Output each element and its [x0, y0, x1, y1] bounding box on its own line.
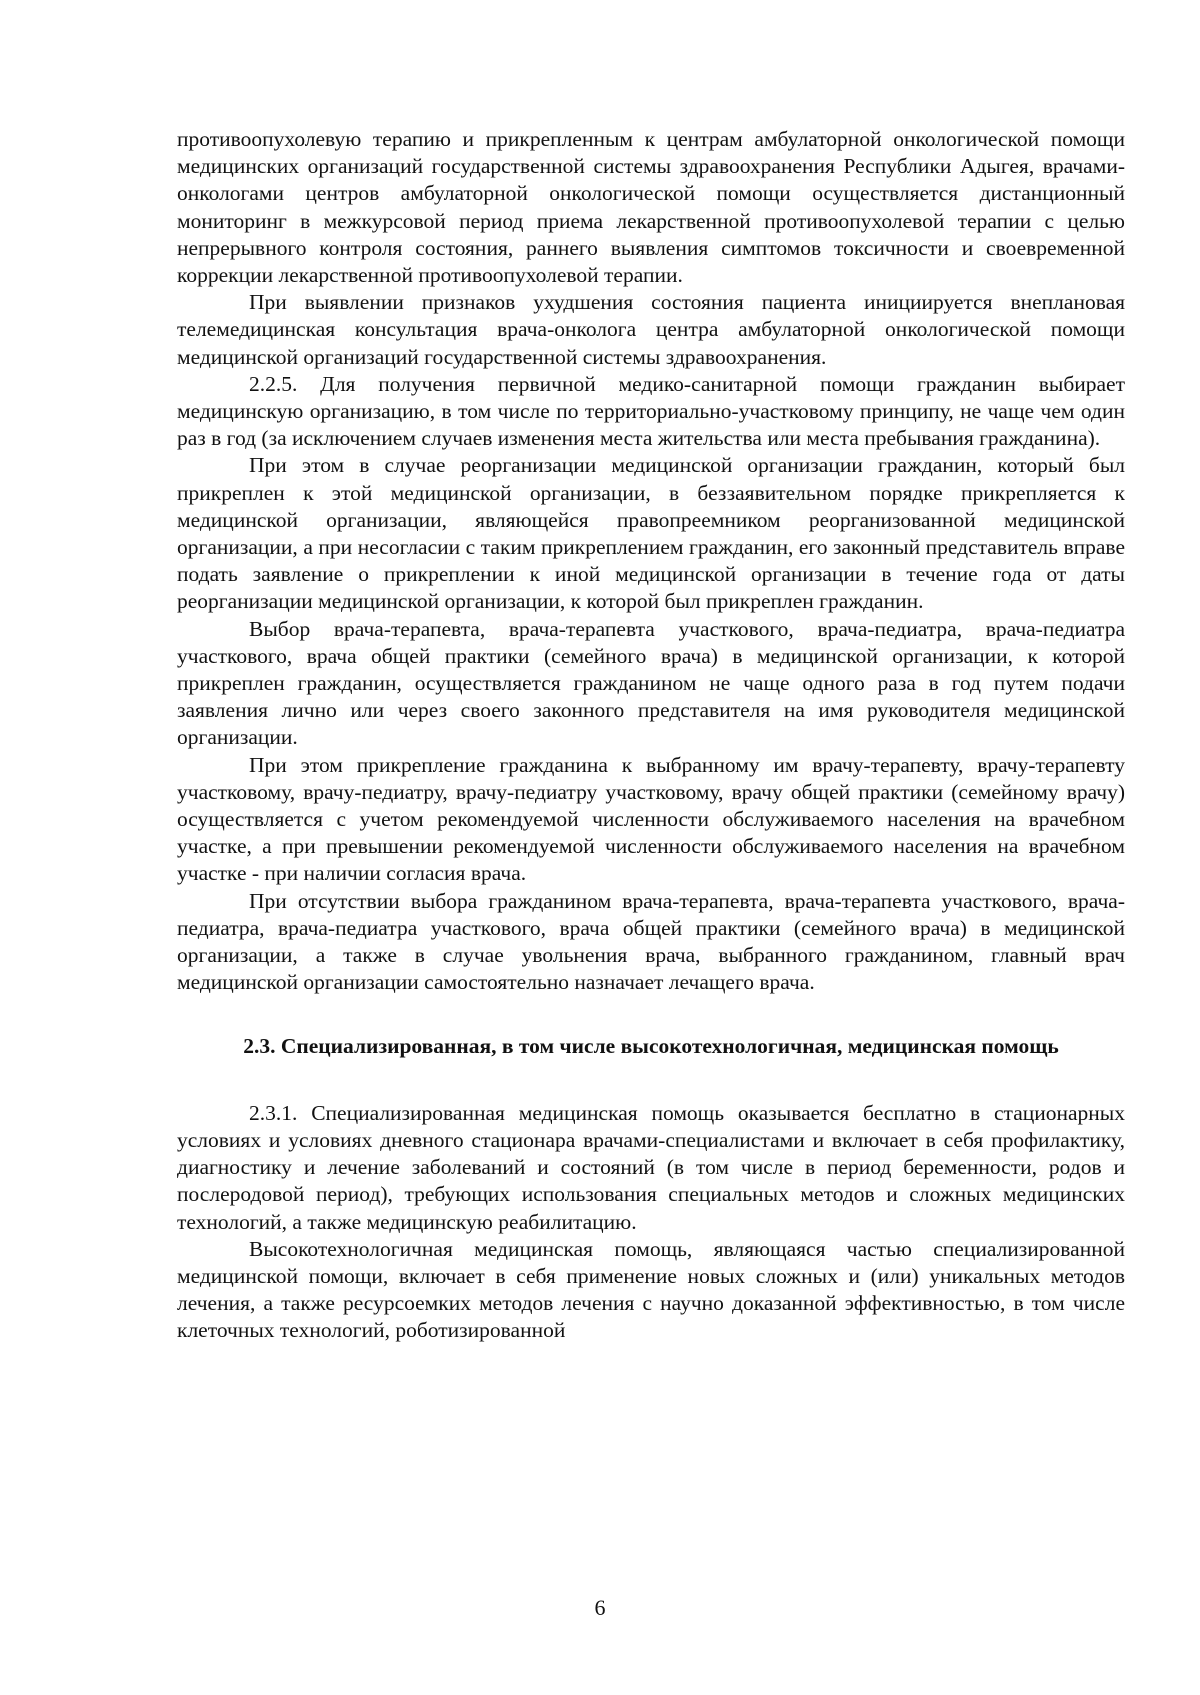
page-number: 6	[594, 1595, 606, 1620]
paragraph-2-3-1: 2.3.1. Специализированная медицинская помощь оказывается бесплатно в стационарных условиях и условиях дневного стационара врачами-специалистами и включает в себя профилактику, диагностику и лечение заболеваний и состояний (в том числе в период беременности, родов и послеродовой период), требующих использования специальных методов и сложных медицинских технологий, а также медицинскую реабилитацию.	[177, 1100, 1125, 1234]
paragraph-high-tech: Высокотехнологичная медицинская помощь, являющаяся частью специализированной медицинской помощи, включает в себя применение новых сложных и (или) уникальных методов лечения, а также ресурсоемких методов лечения с научно доказанной эффективностью, в том числе клеточных технологий, роботизированной	[177, 1236, 1125, 1343]
paragraph-2-2-5: 2.2.5. Для получения первичной медико-санитарной помощи гражданин выбирает медицинскую организацию, в том числе по территориально-участковому принципу, не чаще чем один раз в год (за исключением случаев изменения места жительства или места пребывания гражданина).	[177, 371, 1125, 451]
paragraph-no-choice: При отсутствии выбора гражданином врача-терапевта, врача-терапевта участкового, врача-педиатра, врача-педиатра участкового, врача общей практики (семейного врача) в медицинской организации, а также в случае увольнения врача, выбранного гражданином, главный врач медицинской организации самостоятельно назначает лечащего врача.	[177, 888, 1125, 995]
spacer	[177, 997, 1125, 1033]
paragraph-telemedicine: При выявлении признаков ухудшения состояния пациента инициируется внеплановая телемедицинская консультация врача-онколога центра амбулаторной онкологической помощи медицинской организаций государственной системы здравоохранения.	[177, 290, 1125, 369]
spacer	[177, 1060, 1125, 1100]
paragraph-doctor-choice: Выбор врача-терапевта, врача-терапевта участкового, врача-педиатра, врача-педиатра участкового, врача общей практики (семейного врача) в медицинской организации, к которой прикреплен гражданин, осуществляется гражданином не чаще одного раза в год путем подачи заявления лично или через своего законного представителя на имя руководителя медицинской организации.	[177, 616, 1125, 750]
paragraph-continuation: противоопухолевую терапию и прикрепленным к центрам амбулаторной онкологической помощи медицинских организаций государственной системы здравоохранения Республики Адыгея, врачами-онкологами центров амбулаторной онкологической помощи осуществляется дистанционный мониторинг в межкурсовой период приема лекарственной противоопухолевой терапии с целью непрерывного контроля состояния, раннего выявления симптомов токсичности и своевременной коррекции лекарственной противоопухолевой терапии.	[177, 127, 1125, 288]
section-heading: 2.3. Специализированная, в том числе высокотехнологичная, медицинская помощь	[243, 1033, 1059, 1058]
paragraph-attachment: При этом прикрепление гражданина к выбранному им врачу-терапевту, врачу-терапевту участковому, врачу-педиатру, врачу-педиатру участковому, врачу общей практики (семейному врачу) осуществляется с учетом рекомендуемой численности обслуживаемого населения на врачебном участке, а при превышении рекомендуемой численности обслуживаемого населения на врачебном участке - при наличии согласия врача.	[177, 752, 1125, 886]
paragraph-reorganization: При этом в случае реорганизации медицинской организации гражданин, который был прикреплен к этой медицинской организации, в беззаявительном порядке прикрепляется к медицинской организации, являющейся правопреемником реорганизованной медицинской организации, а при несогласии с таким прикреплением гражданин, его законный представитель вправе подать заявление о прикреплении к иной медицинской организации в течение года от даты реорганизации медицинской организации, к которой был прикреплен гражданин.	[177, 453, 1125, 614]
document-page	[177, 126, 1125, 1345]
